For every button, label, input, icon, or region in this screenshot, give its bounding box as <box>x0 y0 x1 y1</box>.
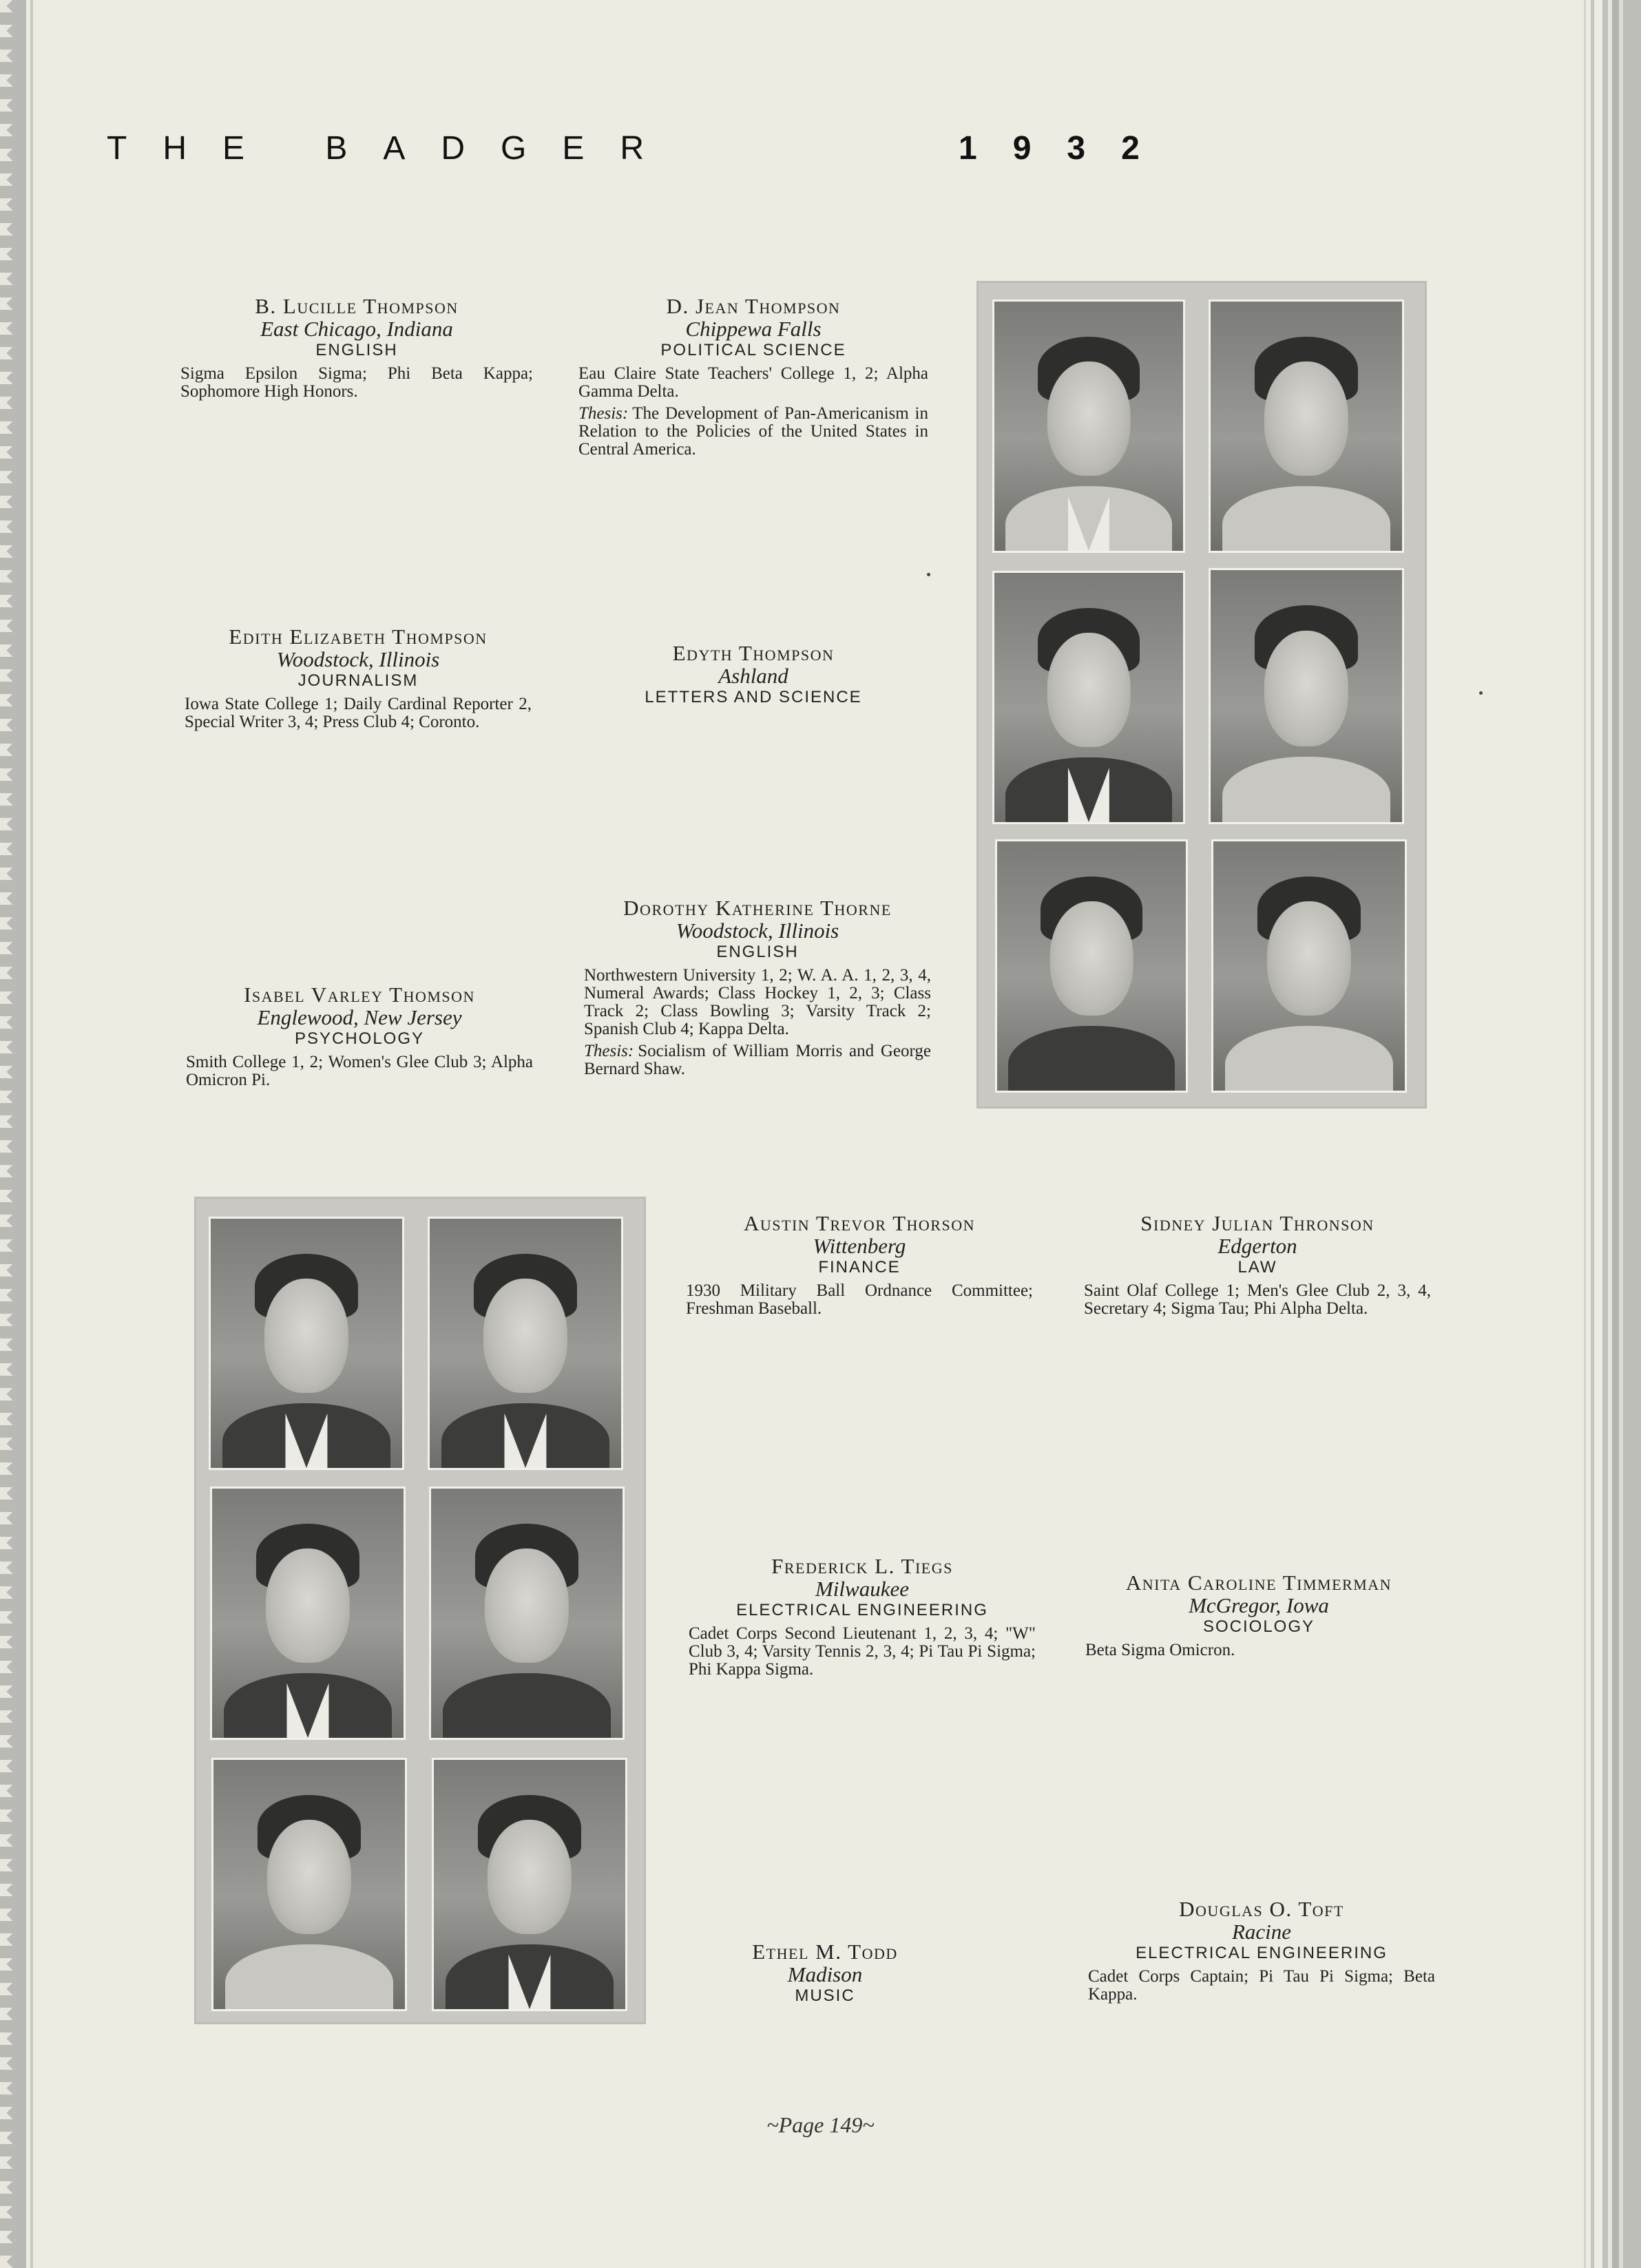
student-town: Chippewa Falls <box>685 317 822 341</box>
entry-douglas-o-toft <box>1088 1898 1435 2004</box>
portrait-photo <box>429 1487 625 1740</box>
print-speck <box>1479 691 1483 695</box>
portrait-photo <box>992 571 1185 824</box>
student-activities: 1930 Military Ball Ordnance Committee; Freshman Baseball. <box>686 1281 1033 1318</box>
student-department: JOURNALISM <box>297 671 419 690</box>
student-town: Woodstock, Illinois <box>676 918 839 943</box>
student-department: MUSIC <box>795 1986 855 2005</box>
student-department: FINANCE <box>818 1258 901 1277</box>
entry-d-jean-thompson <box>578 295 928 459</box>
student-name: Austin Trevor Thorson <box>744 1211 975 1235</box>
student-name: Douglas O. Toft <box>1179 1897 1344 1921</box>
entry-edith-elizabeth-thompson <box>185 625 532 731</box>
portrait-photo <box>432 1758 627 2011</box>
portrait-photo <box>209 1217 404 1470</box>
student-department: ENGLISH <box>716 943 799 961</box>
print-speck <box>927 573 930 576</box>
portrait-panel-bottom <box>194 1197 646 2024</box>
student-town: McGregor, Iowa <box>1189 1593 1329 1617</box>
student-department: POLITICAL SCIENCE <box>660 341 846 359</box>
student-department: ELECTRICAL ENGINEERING <box>736 1601 988 1619</box>
portrait-photo <box>428 1217 623 1470</box>
student-activities: Beta Sigma Omicron. <box>1085 1641 1235 1659</box>
entry-anita-caroline-timmerman <box>1085 1571 1432 1659</box>
entry-dorothy-katherine-thorne <box>584 896 931 1078</box>
entry-sidney-julian-thronson <box>1084 1212 1431 1318</box>
thesis-label: Thesis: <box>584 1042 634 1060</box>
right-border-rule <box>1591 0 1594 2268</box>
student-name: Edyth Thompson <box>672 641 835 665</box>
page-year: 1932 <box>959 130 1175 167</box>
entry-ethel-m-todd <box>651 1940 999 2010</box>
student-activities: Smith College 1, 2; Women's Glee Club 3; Alpha Omicron Pi. <box>186 1053 533 1089</box>
student-town: Englewood, New Jersey <box>257 1005 462 1029</box>
student-town: Ashland <box>718 664 788 688</box>
entry-b-lucille-thompson <box>180 295 533 401</box>
student-town: Milwaukee <box>815 1577 909 1601</box>
student-town: Racine <box>1231 1920 1292 1944</box>
student-thesis <box>584 1042 931 1078</box>
student-town: East Chicago, Indiana <box>260 317 453 341</box>
student-activities: Iowa State College 1; Daily Cardinal Reporter 2, Special Writer 3, 4; Press Club 4; Coronto. <box>185 695 532 731</box>
student-department: LETTERS AND SCIENCE <box>645 688 862 706</box>
portrait-photo <box>1209 568 1404 824</box>
student-activities: Sigma Epsilon Sigma; Phi Beta Kappa; Sophomore High Honors. <box>180 364 533 401</box>
student-name: Ethel M. Todd <box>752 1940 898 1964</box>
student-name: D. Jean Thompson <box>666 294 841 318</box>
thesis-label: Thesis: <box>578 404 629 423</box>
right-border-rule-inner <box>1584 0 1586 2268</box>
student-department: ENGLISH <box>315 341 398 359</box>
page-title: THE BADGER <box>107 130 680 167</box>
student-name: Edith Elizabeth Thompson <box>229 624 488 649</box>
student-department: PSYCHOLOGY <box>294 1029 425 1048</box>
thesis-text: The Development of Pan-Americanism in Relation to the Policies of the United States in Central America. <box>578 404 928 459</box>
entry-isabel-varley-thomson <box>186 983 533 1089</box>
student-name: Isabel Varley Thomson <box>244 983 475 1007</box>
student-department: SOCIOLOGY <box>1202 1617 1315 1636</box>
student-activities: Cadet Corps Captain; Pi Tau Pi Sigma; Beta Kappa. <box>1088 1967 1435 2004</box>
left-decorative-border <box>0 0 26 2268</box>
student-name: Dorothy Katherine Thorne <box>623 896 892 920</box>
entry-frederick-l-tiegs <box>689 1555 1036 1679</box>
student-town: Wittenberg <box>813 1234 906 1258</box>
student-activities: Cadet Corps Second Lieutenant 1, 2, 3, 4; "W" Club 3, 4; Varsity Tennis 2, 3, 4; Pi Tau Pi Sigma; Phi Kappa Sigma. <box>689 1624 1036 1679</box>
student-name: B. Lucille Thompson <box>255 294 459 318</box>
student-name: Anita Caroline Timmerman <box>1125 1571 1392 1595</box>
portrait-photo <box>211 1758 407 2011</box>
student-activities: Eau Claire State Teachers' College 1, 2; Alpha Gamma Delta. <box>578 364 928 401</box>
student-name: Frederick L. Tiegs <box>771 1554 953 1578</box>
thesis-text: Socialism of William Morris and George Bernard Shaw. <box>584 1042 931 1078</box>
portrait-photo <box>210 1487 406 1740</box>
portrait-panel-top <box>976 281 1427 1109</box>
right-decorative-border <box>1602 0 1641 2268</box>
student-town: Edgerton <box>1217 1234 1297 1258</box>
student-activities: Northwestern University 1, 2; W. A. A. 1, 2, 3, 4, Numeral Awards; Class Hockey 1, 2, 3; Class Track 2; Class Bowling 3; Varsity Track 2; Spanish Club 4; Kappa Delta. <box>584 966 931 1038</box>
portrait-photo <box>1209 300 1404 553</box>
page-number: ~Page 149~ <box>766 2112 875 2137</box>
student-name: Sidney Julian Thronson <box>1140 1211 1375 1235</box>
portrait-photo <box>992 300 1185 553</box>
entry-edyth-thompson <box>578 642 928 712</box>
entry-austin-trevor-thorson <box>686 1212 1033 1318</box>
portrait-photo <box>995 839 1188 1093</box>
student-department: ELECTRICAL ENGINEERING <box>1136 1944 1388 1962</box>
student-thesis <box>578 405 928 459</box>
student-town: Woodstock, Illinois <box>276 647 440 671</box>
student-town: Madison <box>787 1962 863 1986</box>
portrait-photo <box>1211 839 1407 1093</box>
left-border-rule <box>30 0 33 2268</box>
student-activities: Saint Olaf College 1; Men's Glee Club 2, 3, 4, Secretary 4; Sigma Tau; Phi Alpha Delta. <box>1084 1281 1431 1318</box>
student-department: LAW <box>1237 1258 1277 1277</box>
